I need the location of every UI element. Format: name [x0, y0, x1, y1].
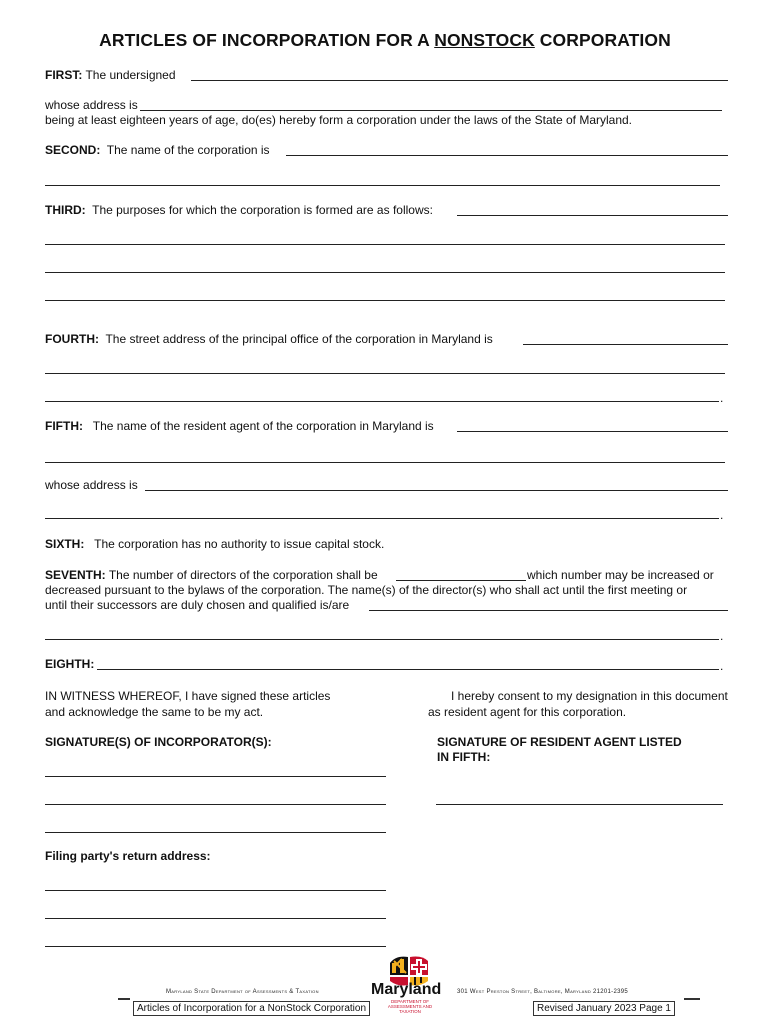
second-article: SECOND: The name of the corporation is	[45, 143, 270, 157]
resident-agent-signature-field[interactable]	[436, 804, 723, 805]
seventh-article: SEVENTH: The number of directors of the corporation shall be	[45, 568, 378, 582]
agent-signature-label: SIGNATURE OF RESIDENT AGENT LISTED	[437, 735, 682, 749]
seventh-line1-end: which number may be increased or	[527, 568, 714, 582]
consent-line2: as resident agent for this corporation.	[428, 705, 627, 719]
resident-agent-name-field-2[interactable]	[45, 462, 725, 463]
incorporator-signature-field-1[interactable]	[45, 776, 386, 777]
sixth-article: SIXTH: The corporation has no authority to issue capital stock.	[45, 537, 385, 551]
directors-names-field-2[interactable]	[45, 639, 719, 640]
corporation-name-field[interactable]	[286, 155, 728, 156]
fifth-article: FIFTH: The name of the resident agent of the corporation in Maryland is	[45, 419, 434, 433]
return-address-field-1[interactable]	[45, 890, 386, 891]
period: .	[720, 391, 724, 405]
footer-rule-right	[684, 998, 700, 1000]
third-article: THIRD: The purposes for which the corporation is formed are as follows:	[45, 203, 433, 217]
first-label: FIRST:	[45, 68, 83, 82]
seventh-line2: decreased pursuant to the bylaws of the corporation. The name(s) of the director(s) who shall act until the first meeting or	[45, 583, 688, 597]
incorporator-signature-label: SIGNATURE(S) OF INCORPORATOR(S):	[45, 735, 272, 749]
witness-line1: IN WITNESS WHEREOF, I have signed these articles	[45, 689, 331, 703]
period: .	[720, 659, 724, 673]
principal-office-field[interactable]	[523, 344, 728, 345]
corporation-name-field-2[interactable]	[45, 185, 720, 186]
witness-line2: and acknowledge the same to be my act.	[45, 705, 264, 719]
footer-department: Maryland State Department of Assessments & Taxation	[166, 989, 319, 995]
resident-agent-address-field-2[interactable]	[45, 518, 719, 519]
return-address-field-2[interactable]	[45, 918, 386, 919]
footer-form-name: Articles of Incorporation for a NonStock Corporation	[133, 1001, 370, 1016]
purposes-field-4[interactable]	[45, 300, 725, 301]
purposes-field[interactable]	[457, 215, 728, 216]
principal-office-field-2[interactable]	[45, 373, 725, 374]
period: .	[720, 508, 724, 522]
first-age-text: being at least eighteen years of age, do(es) hereby form a corporation under the laws of the State of Maryland.	[45, 113, 633, 127]
footer-revised-page: Revised January 2023 Page 1	[533, 1001, 675, 1016]
return-address-field-3[interactable]	[45, 946, 386, 947]
eighth-field[interactable]	[97, 669, 719, 670]
incorporator-address-field[interactable]	[140, 110, 722, 111]
return-address-label: Filing party's return address:	[45, 849, 211, 863]
period: .	[720, 629, 724, 643]
first-article	[45, 68, 176, 82]
footer-rule-left	[118, 998, 130, 1000]
eighth-label: EIGHTH:	[45, 657, 95, 671]
directors-names-field[interactable]	[369, 610, 728, 611]
incorporator-signature-field-3[interactable]	[45, 832, 386, 833]
consent-line1: I hereby consent to my designation in this document	[451, 689, 728, 703]
fifth-address-label: whose address is	[45, 478, 138, 492]
purposes-field-3[interactable]	[45, 272, 725, 273]
seventh-line3: until their successors are duly chosen and qualified is/are	[45, 598, 350, 612]
footer-address: 301 West Preston Street, Baltimore, Maryland 21201-2395	[457, 989, 629, 995]
principal-office-field-3[interactable]	[45, 401, 719, 402]
number-of-directors-field[interactable]	[396, 580, 526, 581]
agent-signature-label-line2: IN FIFTH:	[437, 750, 491, 764]
title-nonstock: NONSTOCK	[434, 30, 535, 50]
fourth-article: FOURTH: The street address of the principal office of the corporation in Maryland is	[45, 332, 493, 346]
maryland-logo-wordmark: Maryland	[371, 981, 442, 998]
first-text: The undersigned	[85, 68, 176, 82]
logo-subtitle: DEPARTMENT OF ASSESSMENTS AND TAXATION	[387, 999, 433, 1014]
incorporator-signature-field-2[interactable]	[45, 804, 386, 805]
document-title: ARTICLES OF INCORPORATION FOR A NONSTOCK CORPORATION	[99, 30, 671, 50]
purposes-field-2[interactable]	[45, 244, 725, 245]
resident-agent-address-field[interactable]	[145, 490, 728, 491]
resident-agent-name-field[interactable]	[457, 431, 728, 432]
first-address-label: whose address is	[45, 98, 138, 112]
incorporator-name-field[interactable]	[191, 80, 728, 81]
